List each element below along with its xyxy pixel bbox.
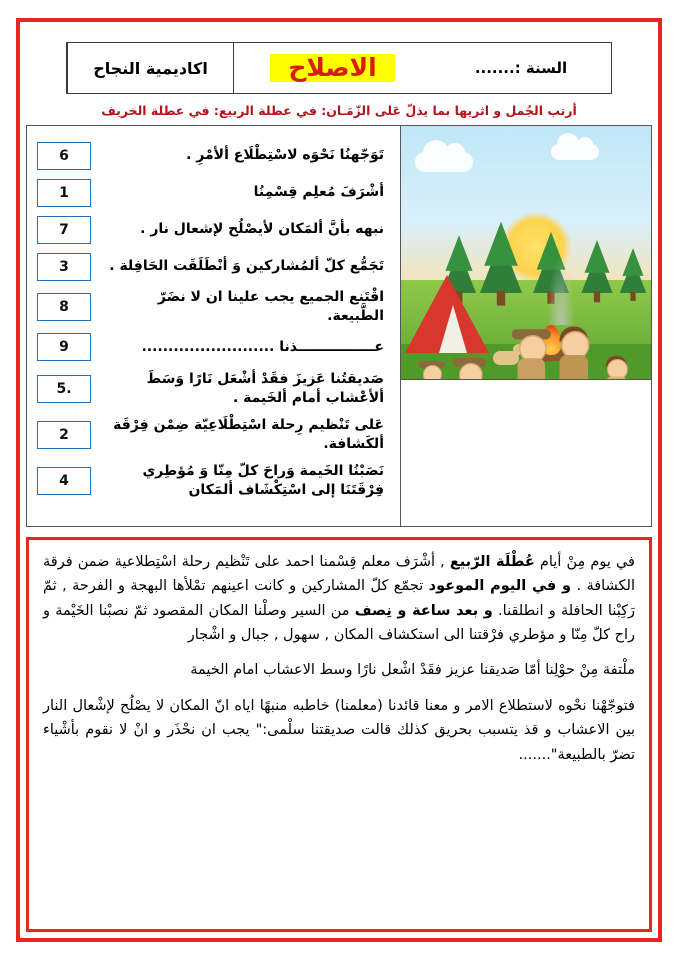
paragraph: في يوم مِنْ أيام عُطْلَة الرّبيع , أشْرَف معلم قِسْمنا احمد على تَنْظيم رحلة اسْتِطلاعية ضمن فرقة الكشافة . و في اليوم الموعود تجمّع كلّ المشاركين و كانت اعينهم تمْلأها البهجة و الفرحة , ثمّ رَكِبْنا الحافلة و انطلقنا. و بعد ساعة و نِصف من السير وصلْنا المكان المقصود ثمّ نصبْنا الخَيْمة و راح كلّ مِنّا و مؤطري فرْقتنا الى استكشاف المكان , سهول , جبال و اشْجار <box>43 554 635 644</box>
paragraph: فتوجّهْنا نحْوه لاستطلاع الامر و معنا قائدنا (معلمنا) خاطبه منبهًا اياه انّ المكان لا يصْلُح لإشْعال النار بين الاعشاب و قذ يتسبب بحريق كذلك قالت صديقتنا سلْمى:" يجب ان نحْذَر و انْ لا نقوم بأشْياء تضرّ بالطبيعة"....... <box>43 697 635 763</box>
sentence-row <box>33 332 394 363</box>
order-input[interactable]: 3 <box>37 253 91 281</box>
smoke <box>547 255 575 325</box>
camping-illustration <box>401 126 651 380</box>
sentence-row <box>33 288 394 326</box>
page-content <box>26 28 652 932</box>
order-input[interactable]: 7 <box>37 216 91 244</box>
sentence-list <box>27 126 400 526</box>
sentence-text: عــــــــــــــــذنا ......................... <box>141 338 384 355</box>
cloud-icon <box>415 152 473 172</box>
sentence-row <box>33 214 394 245</box>
header-bar <box>66 42 612 94</box>
answer-text-block <box>26 537 652 932</box>
sentence-text: اقْتَنع الجميع يجب علينا ان لا نضَرّ الطَّبيعة. <box>157 289 384 324</box>
tent-door <box>439 305 467 353</box>
order-input[interactable]: 9 <box>37 333 91 361</box>
dog-icon <box>493 351 519 365</box>
order-input[interactable]: .5 <box>37 375 91 403</box>
cloud-icon <box>551 144 599 160</box>
sentence-text: تَوَجّهنُا نَحْوَه لاسْتِطْلَاع ألأمْرِ . <box>186 147 384 164</box>
sentence-row <box>33 369 394 409</box>
sentence-row <box>33 461 394 501</box>
illustration-column <box>400 126 651 526</box>
order-input[interactable]: 2 <box>37 421 91 449</box>
instruction-line: أرتب الجُمل و اثريها بما يذلّ عَلى الزّمَـان: في عطلة الربيع: في عطلة الخريف <box>101 103 577 118</box>
header-title-text: الاصلاح <box>270 54 394 83</box>
sentence-row <box>33 251 394 282</box>
sentence-text: نبهه بأنَّ ألمَكان لأيصْلُح لإشعال نار . <box>140 221 384 238</box>
sentence-text: تَجَمُّع كلّ ألمُشاركين وَ أنْطَلَقَت الحَافِلة . <box>109 258 384 275</box>
order-input[interactable]: 1 <box>37 179 91 207</box>
header-title <box>233 43 431 93</box>
sentence-row <box>33 140 394 171</box>
sentence-text: عَلى تَنْظيم رِحلة اسْتِطْلَاعِيّة ضِمْن فِرْقَة ألكَشافة. <box>113 416 384 452</box>
order-input[interactable]: 4 <box>37 467 91 495</box>
paragraph: ملْتفة مِنْ حوْلِنا أمّا صَديقنا عزيز فقَدْ اشْعل نارًا وسط الاعشاب امام الخيمة <box>190 662 635 679</box>
exercise-block <box>26 125 652 527</box>
header-academy: اكاديمية النجاح <box>67 43 233 93</box>
sentence-row <box>33 177 394 208</box>
sentence-text: نَصَبْنُا الخَيمة وَراحَ كلّ مِنّا وَ مُؤطِري فِرْقَتَنَا إلى اسْتِكْشَاف ألمَكان <box>142 462 384 498</box>
sentence-row <box>33 415 394 455</box>
order-input[interactable]: 8 <box>37 293 91 321</box>
header-year: السنة :....... <box>474 59 568 77</box>
sentence-text: صَديقتُنا عَزيزَ فقَدْ أشْعَل نَارًا وَسَطَ ألأعْشاب أمام ألخَيمة . <box>146 370 384 406</box>
illustration-filler <box>401 380 651 526</box>
sentence-text: أشْرَفَ مُعلِم قِسْمِنُا <box>253 184 384 201</box>
order-input[interactable]: 6 <box>37 142 91 170</box>
